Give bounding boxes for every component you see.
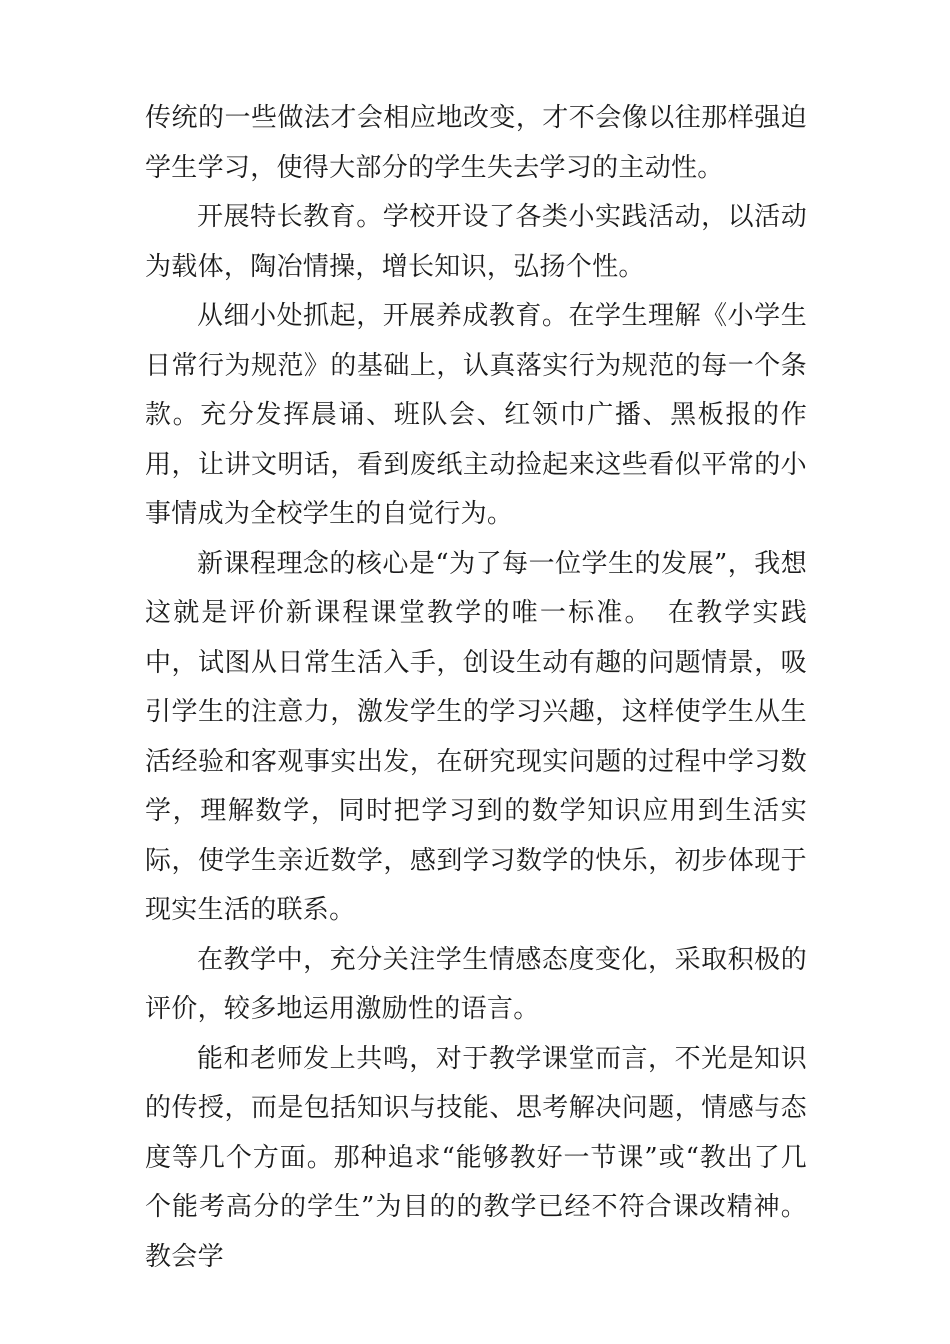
paragraph-teacher-resonance: 能和老师发上共鸣，对于教学课堂而言，不光是知识的传授，而是包括知识与技能、思考解决问题，情感与态度等几个方面。那种追求“能够教好一节课”或“教出了几个能考高分的学生”为目的的教学已经不符合课改精神。教会学 (145, 1043, 807, 1272)
paragraph-habit-education: 从细小处抓起，开展养成教育。在学生理解《小学生日常行为规范》的基础上，认真落实行为规范的每一个条款。充分发挥晨诵、班队会、红领巾广播、黑板报的作用，让讲文明话，看到废纸主动捡起来这些看似平常的小事情成为全校学生的自觉行为。 (145, 301, 807, 529)
document-body (145, 94, 807, 1282)
paragraph-continuation: 传统的一些做法才会相应地改变，才不会像以往那样强迫学生学习，使得大部分的学生失去学习的主动性。 (145, 103, 807, 183)
paragraph-new-curriculum: 新课程理念的核心是“为了每一位学生的发展”，我想这就是评价新课程课堂教学的唯一标准。 在教学实践中，试图从日常生活入手，创设生动有趣的问题情景，吸引学生的注意力，激发学生的学习兴趣，这样使学生从生活经验和客观事实出发，在研究现实问题的过程中学习数学，理解数学，同时把学习到的数学知识应用到生活实际，使学生亲近数学，感到学习数学的快乐，初步体现于现实生活的联系。 (145, 548, 807, 925)
paragraph-specialty-education: 开展特长教育。学校开设了各类小实践活动，以活动为载体，陶冶情操，增长知识，弘扬个性。 (145, 202, 807, 282)
paragraph-emotion-attitude: 在教学中，充分关注学生情感态度变化，采取积极的评价，较多地运用激励性的语言。 (145, 944, 807, 1024)
